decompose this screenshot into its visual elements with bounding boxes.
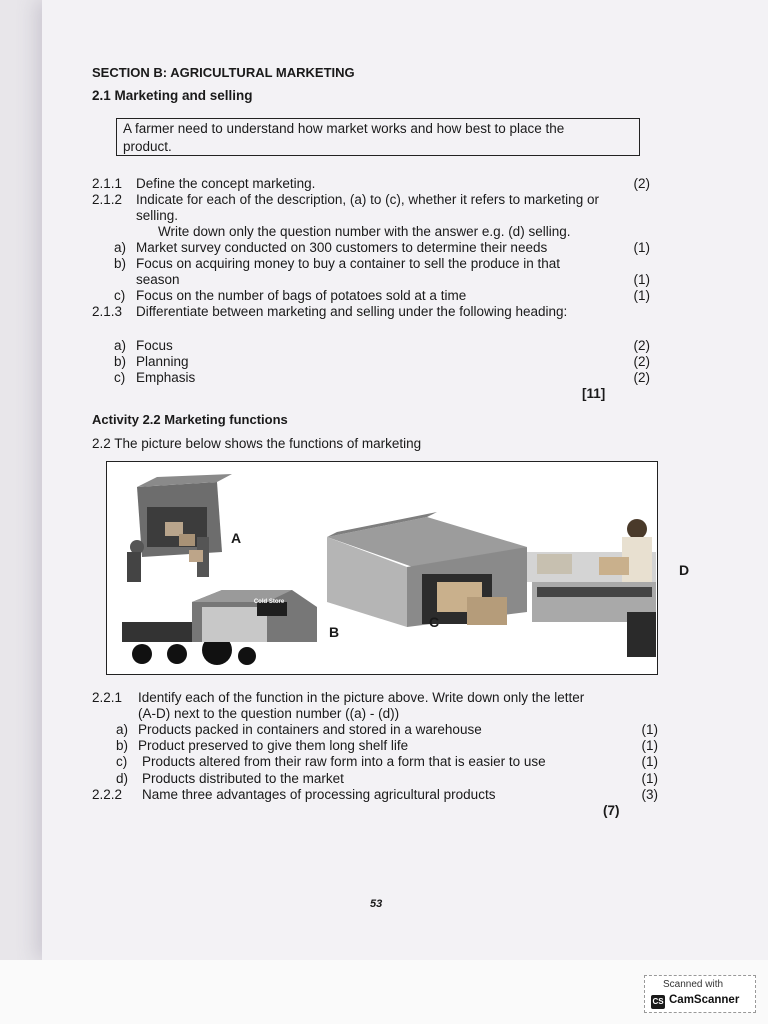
page-number: 53: [370, 898, 383, 910]
q222-total: (7): [603, 803, 620, 818]
q221-b-mark: (1): [641, 738, 658, 753]
q221-line2: (A-D) next to the question number ((a) - (d)): [138, 706, 400, 721]
q211-num: 2.1.1: [92, 176, 123, 191]
q212-num: 2.1.2: [92, 192, 123, 207]
context-box: [116, 118, 640, 156]
q221-c-text: Products altered from their raw form into a form that is easier to use: [142, 754, 546, 769]
sub-heading: [92, 88, 253, 104]
q221-line1: Identify each of the function in the picture above. Write down only the letter: [138, 690, 585, 705]
q212-line3: Write down only the question number with the answer e.g. (d) selling.: [158, 224, 571, 239]
q212-a-mark: (1): [633, 240, 650, 255]
picture-label-a: A: [231, 530, 242, 546]
q212-a-text: Market survey conducted on 300 customers to determine their needs: [136, 240, 548, 255]
q213-num: 2.1.3: [92, 304, 123, 319]
q222-num: 2.2.2: [92, 787, 123, 802]
q212-c-text: Focus on the number of bags of potatoes sold at a time: [136, 288, 467, 303]
q213-c-text: Emphasis: [136, 370, 196, 385]
q221-a-mark: (1): [641, 722, 658, 737]
picture-label-d: D: [679, 562, 690, 578]
cold-store-sign: Cold Store: [253, 599, 285, 605]
q221-c-mark: (1): [641, 754, 658, 769]
q212-c-mark: (1): [633, 288, 650, 303]
scanned-with-text: Scanned with: [663, 979, 724, 990]
q221-a-letter: a): [116, 722, 129, 737]
picture-label-c: C: [429, 614, 440, 630]
q221-d-text: Products distributed to the market: [142, 771, 344, 786]
q213-a-mark: (2): [633, 338, 650, 353]
q221-num: 2.2.1: [92, 690, 123, 705]
q213-b-mark: (2): [633, 354, 650, 369]
q212-line1: Indicate for each of the description, (a) to (c), whether it refers to marketing or: [136, 192, 599, 207]
context-box-line1: A farmer need to understand how market works and how best to place the: [123, 121, 565, 136]
q212-b-cont: season: [136, 272, 180, 287]
q221-b-text: Product preserved to give them long shelf life: [138, 738, 409, 753]
camscanner-watermark: [644, 975, 756, 1013]
warehouse-illustration: [327, 512, 527, 627]
section-title: SECTION B: AGRICULTURAL MARKETING: [92, 65, 355, 80]
q213-a-letter: a): [114, 338, 127, 353]
q212-b-letter: b): [114, 256, 127, 271]
q221-d-mark: (1): [641, 771, 658, 786]
q213-a-text: Focus: [136, 338, 173, 353]
q221-b-letter: b): [116, 738, 129, 753]
camscanner-text: CamScanner: [669, 994, 740, 1006]
q212-b-mark: (1): [633, 272, 650, 287]
q213-total: [11]: [582, 386, 606, 401]
q212-line2: selling.: [136, 208, 179, 223]
q213-c-mark: (2): [633, 370, 650, 385]
q212-c-letter: c): [114, 288, 126, 303]
marketing-functions-picture: [106, 461, 690, 675]
q22-text: 2.2 The picture below shows the functions of marketing: [92, 436, 422, 451]
q213-b-text: Planning: [136, 354, 189, 369]
q221-d-letter: d): [116, 771, 129, 786]
q212-a-letter: a): [114, 240, 127, 255]
truck-loading-illustration: [127, 474, 232, 582]
context-box-line2: product.: [123, 139, 172, 154]
picture-label-b: B: [329, 624, 340, 640]
cold-store-illustration: [192, 590, 317, 642]
camscanner-logo-icon: CS: [651, 995, 665, 1009]
q211-mark: (2): [633, 176, 650, 191]
q213-text: Differentiate between marketing and selling under the following heading:: [136, 304, 568, 319]
q222-mark: (3): [641, 787, 658, 802]
q213-c-letter: c): [114, 370, 126, 385]
processing-line-illustration: [527, 519, 656, 657]
q211-text: Define the concept marketing.: [136, 176, 316, 191]
activity-title: Activity 2.2 Marketing functions: [92, 412, 288, 427]
q213-b-letter: b): [114, 354, 127, 369]
q221-a-text: Products packed in containers and stored in a warehouse: [138, 722, 482, 737]
q221-c-letter: c): [116, 754, 128, 769]
illustration: [107, 462, 656, 673]
q212-b-text: Focus on acquiring money to buy a container to sell the produce in that: [136, 256, 561, 271]
q222-text: Name three advantages of processing agricultural products: [142, 787, 496, 802]
sub-heading-text: 2.1 Marketing and selling: [92, 88, 253, 103]
